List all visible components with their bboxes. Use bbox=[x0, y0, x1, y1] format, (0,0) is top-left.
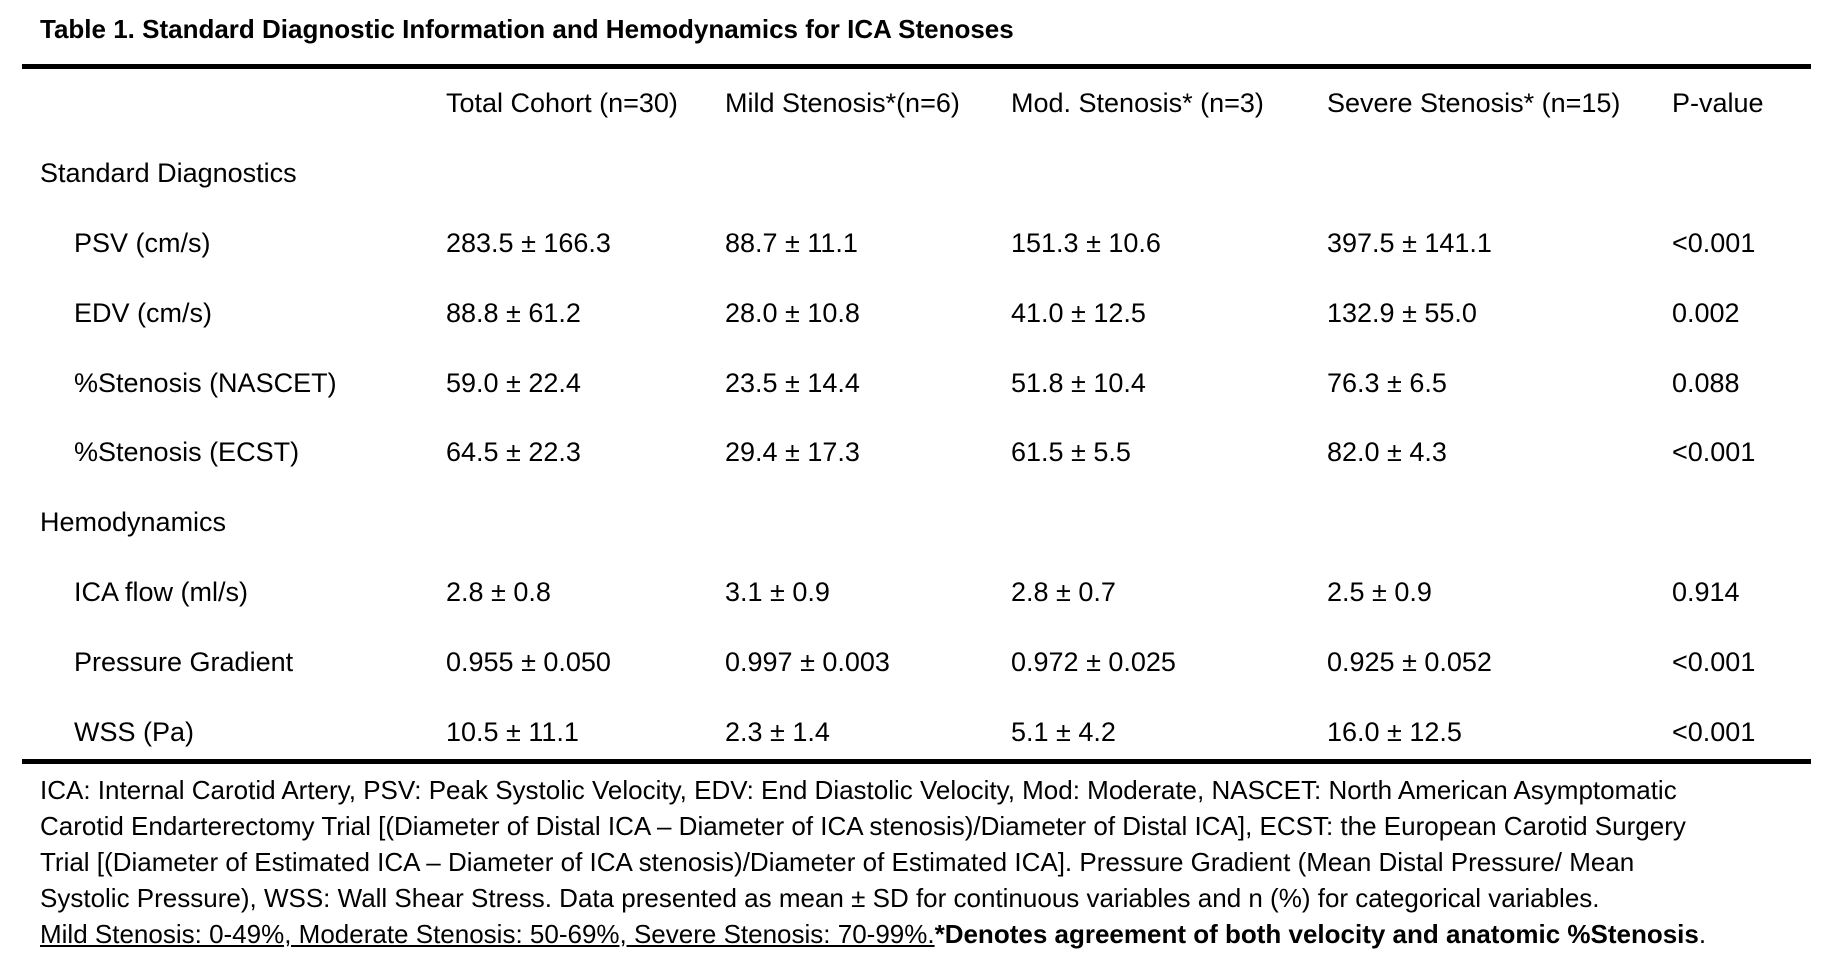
header-cell-mild: Mild Stenosis*(n=6) bbox=[725, 88, 960, 119]
cell-total: 64.5 ± 22.3 bbox=[446, 437, 581, 468]
footnote-line: ICA: Internal Carotid Artery, PSV: Peak Systolic Velocity, EDV: End Diastolic Velocity, Mod: Moderate, NASCET: North American Asymptomatic bbox=[40, 775, 1677, 805]
data-table bbox=[22, 69, 1811, 767]
cell-mild: 88.7 ± 11.1 bbox=[725, 227, 858, 258]
row-label: %Stenosis (ECST) bbox=[74, 437, 300, 468]
cell-mild: 0.997 ± 0.003 bbox=[725, 646, 890, 677]
cell-moderate: 51.8 ± 10.4 bbox=[1011, 367, 1146, 398]
cell-mild: 23.5 ± 14.4 bbox=[725, 367, 860, 398]
row-label: %Stenosis (NASCET) bbox=[74, 367, 337, 398]
cell-severe: 0.925 ± 0.052 bbox=[1327, 646, 1492, 677]
table-footnote bbox=[40, 772, 1800, 952]
cell-total: 88.8 ± 61.2 bbox=[446, 297, 581, 328]
cell-total: 0.955 ± 0.050 bbox=[446, 646, 611, 677]
cell-p-value: <0.001 bbox=[1672, 227, 1756, 258]
footnote-line: Carotid Endarterectomy Trial [(Diameter of Distal ICA – Diameter of ICA stenosis)/Diameter of Distal ICA], ECST: the European Carotid Surgery bbox=[40, 811, 1686, 841]
cell-moderate: 5.1 ± 4.2 bbox=[1011, 716, 1116, 747]
table-bottom-rule bbox=[22, 759, 1811, 764]
header-row bbox=[22, 69, 1811, 139]
row-label: PSV (cm/s) bbox=[74, 227, 211, 258]
footnote-line: Trial [(Diameter of Estimated ICA – Diameter of ICA stenosis)/Diameter of Estimated ICA]. Pressure Gradient (Mean Distal Pressure/ Mean bbox=[40, 847, 1635, 877]
section-row-hemodynamics bbox=[22, 488, 1811, 558]
cell-mild: 2.3 ± 1.4 bbox=[725, 716, 830, 747]
cell-p-value: <0.001 bbox=[1672, 646, 1756, 677]
cell-p-value: 0.002 bbox=[1672, 297, 1740, 328]
cell-severe: 16.0 ± 12.5 bbox=[1327, 716, 1462, 747]
footnote-line: Systolic Pressure), WSS: Wall Shear Stress. Data presented as mean ± SD for continuous variables and n (%) for categorical variables. bbox=[40, 883, 1600, 913]
header-cell-total-cohort: Total Cohort (n=30) bbox=[446, 88, 678, 119]
cell-moderate: 2.8 ± 0.7 bbox=[1011, 576, 1116, 607]
asterisk-note: *Denotes agreement of both velocity and anatomic %Stenosis bbox=[934, 919, 1699, 949]
stenosis-ranges-note: Mild Stenosis: 0-49%, Moderate Stenosis: 50-69%, Severe Stenosis: 70-99%. bbox=[40, 919, 935, 949]
cell-mild: 3.1 ± 0.9 bbox=[725, 576, 830, 607]
header-cell-moderate: Mod. Stenosis* (n=3) bbox=[1011, 88, 1264, 119]
cell-p-value: <0.001 bbox=[1672, 716, 1756, 747]
footnote-end: . bbox=[1698, 919, 1707, 949]
section-row-standard-diagnostics bbox=[22, 139, 1811, 209]
cell-total: 2.8 ± 0.8 bbox=[446, 576, 551, 607]
cell-severe: 397.5 ± 141.1 bbox=[1327, 227, 1492, 258]
cell-total: 10.5 ± 11.1 bbox=[446, 716, 579, 747]
table-row bbox=[22, 418, 1811, 488]
cell-severe: 2.5 ± 0.9 bbox=[1327, 576, 1432, 607]
table-row bbox=[22, 348, 1811, 418]
footnote-definitions-line bbox=[40, 916, 1800, 952]
cell-total: 283.5 ± 166.3 bbox=[446, 227, 611, 258]
cell-total: 59.0 ± 22.4 bbox=[446, 367, 581, 398]
table-row bbox=[22, 278, 1811, 348]
cell-p-value: 0.914 bbox=[1672, 576, 1740, 607]
header-cell-blank bbox=[22, 69, 446, 139]
cell-mild: 29.4 ± 17.3 bbox=[725, 437, 860, 468]
row-label: Pressure Gradient bbox=[74, 646, 294, 677]
cell-severe: 82.0 ± 4.3 bbox=[1327, 437, 1447, 468]
header-cell-severe: Severe Stenosis* (n=15) bbox=[1327, 88, 1621, 119]
table-row bbox=[22, 209, 1811, 279]
row-label: ICA flow (ml/s) bbox=[74, 576, 249, 607]
cell-moderate: 151.3 ± 10.6 bbox=[1011, 227, 1161, 258]
cell-severe: 76.3 ± 6.5 bbox=[1327, 367, 1447, 398]
row-label: WSS (Pa) bbox=[74, 716, 195, 747]
cell-moderate: 41.0 ± 12.5 bbox=[1011, 297, 1146, 328]
table-title: Table 1. Standard Diagnostic Information and Hemodynamics for ICA Stenoses bbox=[40, 14, 1014, 44]
cell-severe: 132.9 ± 55.0 bbox=[1327, 297, 1477, 328]
cell-p-value: <0.001 bbox=[1672, 437, 1756, 468]
cell-p-value: 0.088 bbox=[1672, 367, 1740, 398]
row-label: EDV (cm/s) bbox=[74, 297, 212, 328]
cell-moderate: 61.5 ± 5.5 bbox=[1011, 437, 1131, 468]
header-cell-p-value: P-value bbox=[1672, 88, 1764, 119]
cell-mild: 28.0 ± 10.8 bbox=[725, 297, 860, 328]
table-row bbox=[22, 697, 1811, 767]
table-row bbox=[22, 627, 1811, 697]
section-label: Standard Diagnostics bbox=[40, 158, 297, 189]
table-row bbox=[22, 558, 1811, 628]
section-label: Hemodynamics bbox=[40, 507, 227, 538]
cell-moderate: 0.972 ± 0.025 bbox=[1011, 646, 1176, 677]
